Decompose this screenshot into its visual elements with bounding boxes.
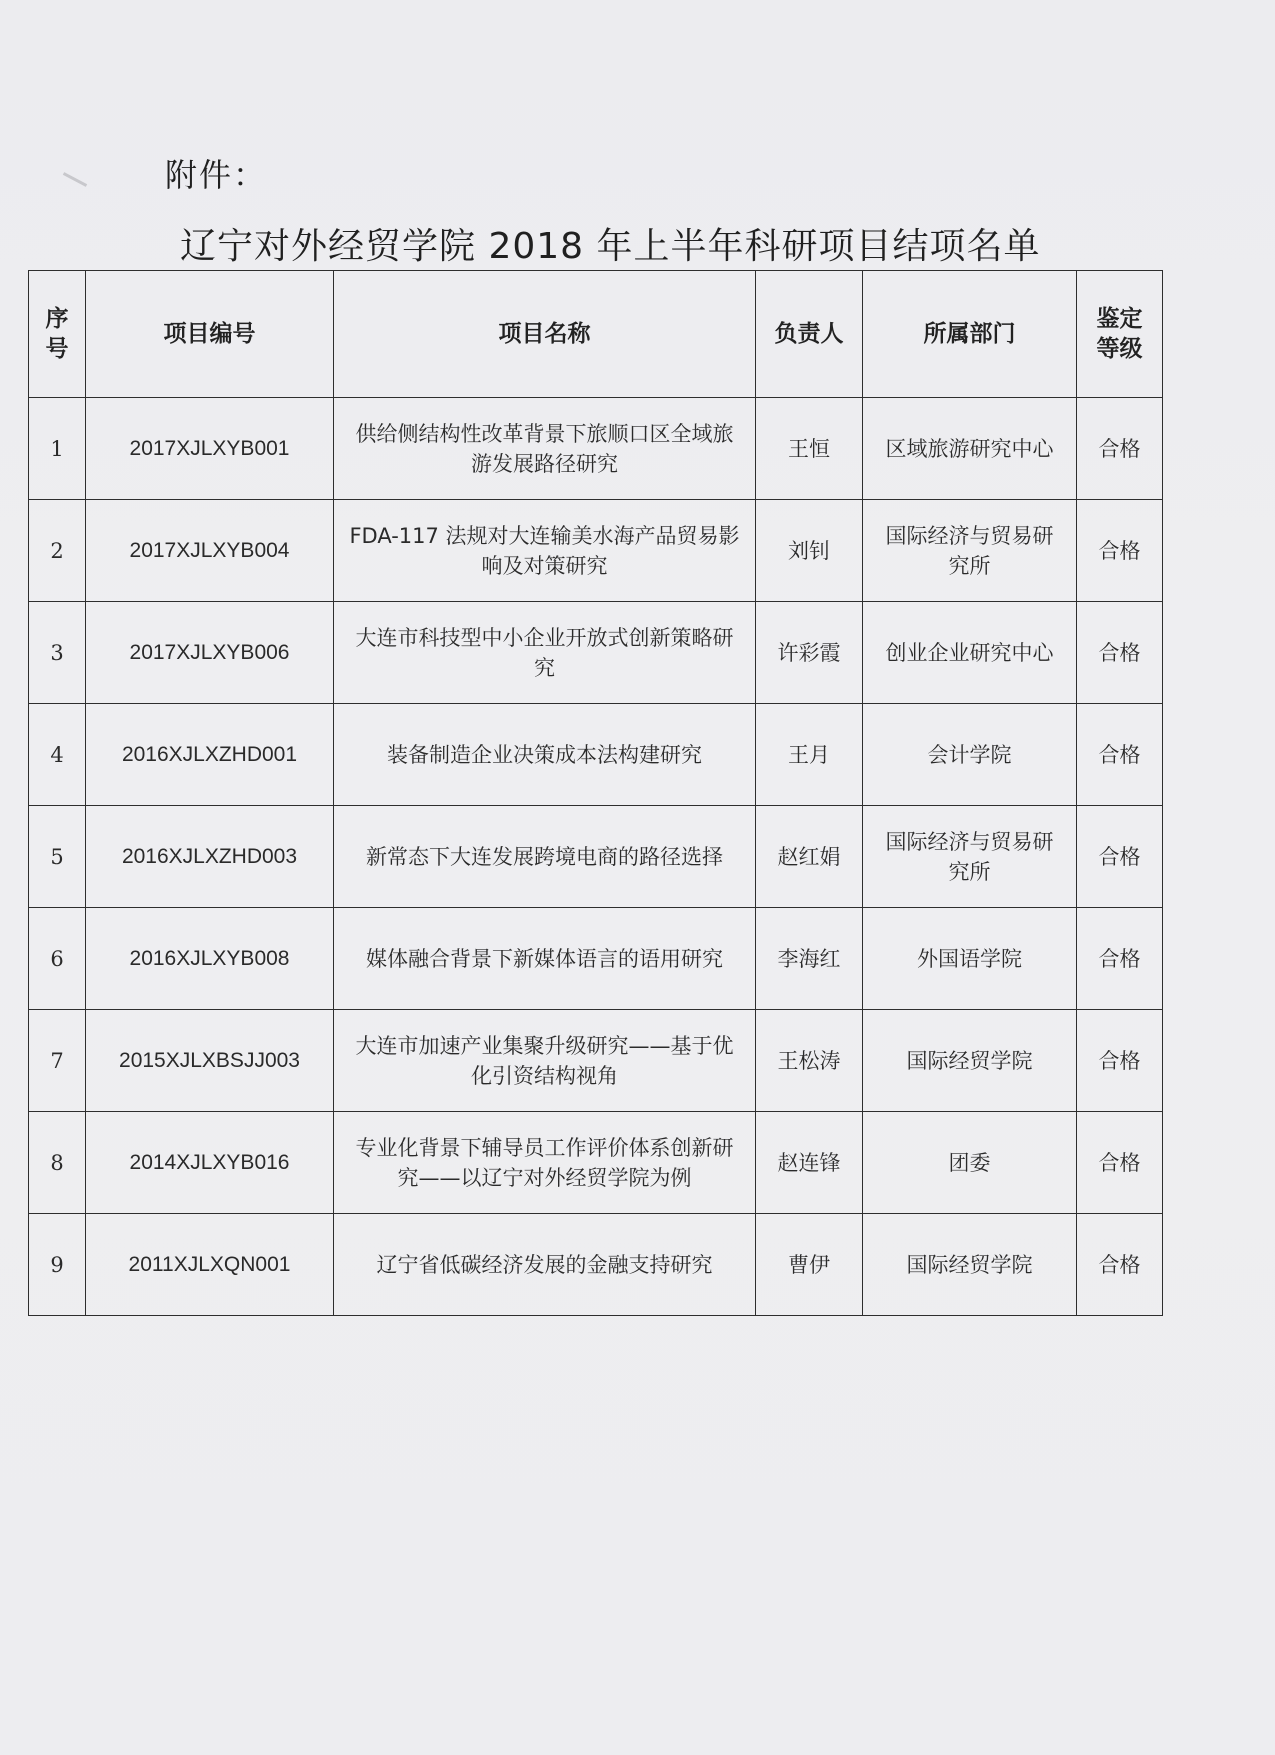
cell-code: 2016XJLXZHD001 bbox=[86, 704, 334, 806]
cell-grade: 合格 bbox=[1077, 1112, 1163, 1214]
cell-department: 国际经贸学院 bbox=[863, 1214, 1077, 1316]
table-row bbox=[29, 1214, 1163, 1316]
cell-leader: 李海红 bbox=[756, 908, 863, 1010]
table-row bbox=[29, 908, 1163, 1010]
header-seq bbox=[29, 271, 86, 398]
cell-leader: 赵连锋 bbox=[756, 1112, 863, 1214]
cell-code: 2014XJLXYB016 bbox=[86, 1112, 334, 1214]
cell-seq: 9 bbox=[29, 1214, 86, 1316]
header-leader: 负责人 bbox=[756, 271, 863, 398]
header-department: 所属部门 bbox=[863, 271, 1077, 398]
cell-seq: 2 bbox=[29, 500, 86, 602]
cell-grade: 合格 bbox=[1077, 908, 1163, 1010]
cell-name: 新常态下大连发展跨境电商的路径选择 bbox=[334, 806, 756, 908]
table-row bbox=[29, 500, 1163, 602]
header-seq-line1: 序 bbox=[45, 306, 69, 332]
cell-name: 辽宁省低碳经济发展的金融支持研究 bbox=[334, 1214, 756, 1316]
cell-code: 2017XJLXYB001 bbox=[86, 398, 334, 500]
header-seq-line2: 号 bbox=[45, 336, 69, 362]
cell-grade: 合格 bbox=[1077, 602, 1163, 704]
table-row bbox=[29, 1010, 1163, 1112]
cell-code: 2017XJLXYB006 bbox=[86, 602, 334, 704]
cell-grade: 合格 bbox=[1077, 1010, 1163, 1112]
cell-leader: 刘钊 bbox=[756, 500, 863, 602]
table-row bbox=[29, 704, 1163, 806]
cell-code: 2017XJLXYB004 bbox=[86, 500, 334, 602]
cell-name: 供给侧结构性改革背景下旅顺口区全域旅游发展路径研究 bbox=[334, 398, 756, 500]
header-code: 项目编号 bbox=[86, 271, 334, 398]
cell-name: FDA-117 法规对大连输美水海产品贸易影响及对策研究 bbox=[334, 500, 756, 602]
document-title: 辽宁对外经贸学院 2018 年上半年科研项目结项名单 bbox=[180, 226, 1041, 267]
cell-grade: 合格 bbox=[1077, 704, 1163, 806]
header-name: 项目名称 bbox=[334, 271, 756, 398]
cell-seq: 6 bbox=[29, 908, 86, 1010]
cell-seq: 3 bbox=[29, 602, 86, 704]
cell-department: 会计学院 bbox=[863, 704, 1077, 806]
cell-name: 媒体融合背景下新媒体语言的语用研究 bbox=[334, 908, 756, 1010]
cell-leader: 王月 bbox=[756, 704, 863, 806]
header-grade-line2: 等级 bbox=[1096, 336, 1143, 362]
header-grade-line1: 鉴定 bbox=[1096, 306, 1143, 332]
header-grade bbox=[1077, 271, 1163, 398]
attachment-label: 附件： bbox=[165, 156, 268, 194]
cell-department: 团委 bbox=[863, 1112, 1077, 1214]
table-row bbox=[29, 398, 1163, 500]
cell-department: 国际经济与贸易研究所 bbox=[863, 806, 1077, 908]
cell-grade: 合格 bbox=[1077, 1214, 1163, 1316]
table-row bbox=[29, 602, 1163, 704]
table-row bbox=[29, 1112, 1163, 1214]
cell-department: 创业企业研究中心 bbox=[863, 602, 1077, 704]
cell-grade: 合格 bbox=[1077, 806, 1163, 908]
cell-seq: 4 bbox=[29, 704, 86, 806]
cell-department: 外国语学院 bbox=[863, 908, 1077, 1010]
cell-code: 2015XJLXBSJJ003 bbox=[86, 1010, 334, 1112]
cell-code: 2016XJLXZHD003 bbox=[86, 806, 334, 908]
cell-leader: 曹伊 bbox=[756, 1214, 863, 1316]
table-row bbox=[29, 806, 1163, 908]
cell-department: 区域旅游研究中心 bbox=[863, 398, 1077, 500]
cell-seq: 1 bbox=[29, 398, 86, 500]
scan-smudge bbox=[63, 172, 87, 187]
cell-leader: 王松涛 bbox=[756, 1010, 863, 1112]
cell-department: 国际经济与贸易研究所 bbox=[863, 500, 1077, 602]
cell-code: 2016XJLXYB008 bbox=[86, 908, 334, 1010]
cell-seq: 7 bbox=[29, 1010, 86, 1112]
cell-name: 专业化背景下辅导员工作评价体系创新研究——以辽宁对外经贸学院为例 bbox=[334, 1112, 756, 1214]
cell-seq: 5 bbox=[29, 806, 86, 908]
cell-grade: 合格 bbox=[1077, 398, 1163, 500]
project-results-table bbox=[28, 270, 1163, 1316]
cell-leader: 许彩霞 bbox=[756, 602, 863, 704]
cell-leader: 王恒 bbox=[756, 398, 863, 500]
cell-name: 装备制造企业决策成本法构建研究 bbox=[334, 704, 756, 806]
cell-seq: 8 bbox=[29, 1112, 86, 1214]
cell-department: 国际经贸学院 bbox=[863, 1010, 1077, 1112]
cell-code: 2011XJLXQN001 bbox=[86, 1214, 334, 1316]
table-header-row bbox=[29, 271, 1163, 398]
cell-name: 大连市科技型中小企业开放式创新策略研究 bbox=[334, 602, 756, 704]
cell-grade: 合格 bbox=[1077, 500, 1163, 602]
cell-name: 大连市加速产业集聚升级研究——基于优化引资结构视角 bbox=[334, 1010, 756, 1112]
cell-leader: 赵红娟 bbox=[756, 806, 863, 908]
